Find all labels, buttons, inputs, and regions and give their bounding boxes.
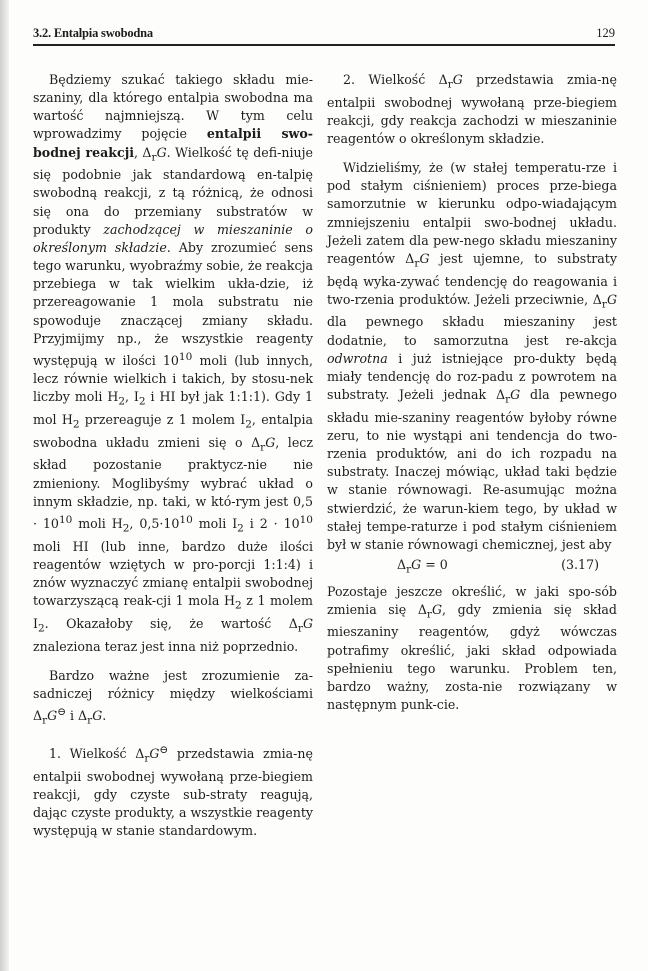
scan-edge: [0, 0, 9, 971]
paragraph: 1. Wielkość $\Delta_rG^⊖$ przedstawia zmia-nę entalpii swobodnej wywołaną prze-biegiem reakcji, gdy czyste sub-straty reagują, dając czyste produkty, a wszystkie reagenty występują w stanie standardowym.: [33, 743, 313, 839]
header-rule: [33, 44, 615, 46]
equation-expression: $\Delta_rG = 0$: [397, 556, 448, 576]
paragraph: 2. Wielkość $\Delta_rG$ przedstawia zmia-nę entalpii swobodnej wywołaną prze-biegiem reakcji, gdy reakcja zachodzi w mieszaninie reagentów o określonym składzie.: [327, 72, 617, 146]
paragraph: Będziemy szukać takiego składu mie-szaniny, dla którego entalpia swobodna ma wartość najmniejszą. W tym celu wprowadzimy pojęcie entalpii swo-bodnej reakcji, $\Delta_rG$. Wielkość tę defi-niuje się podobnie jak standardową en-talpię swobodną reakcji, z tą różnicą, że odnosi się ona do przemiany substratów w produkty zachodzącej w mieszaninie o określonym składzie. Aby zrozumieć sens tego warunku, wyobraźmy sobie, że reakcja przebiega w tak wielkim ukła-dzie, iż przereagowanie 1 mola substratu nie spowoduje znaczącej zmiany składu. Przyjmijmy np., że wszystkie reagenty występują w ilości $10^{10}$ moli (lub innych, lecz równie wielkich i takich, by stosu-nek liczby moli $H_2$, $I_2$ i HI był jak 1:1:1). Gdy 1 mol $H_2$ przereaguje z 1 molem $I_2$, entalpia swobodna układu zmieni się o $\Delta_rG$, lecz skład pozostanie praktycz-nie nie zmieniony. Moglibyśmy wybrać układ o innym składzie, np. taki, w któ-rym jest $0,5 \cdot 10^{10}$ moli $H_2$, $0,5\cdot 10^{10}$ moli $I_2$ i $2 \cdot 10^{10}$ moli HI (lub inne, bardzo duże ilości reagentów wziętych w pro-porcji 1:1:4) i znów wyznaczyć zmianę entalpii swobodnej towarzyszącą reak-cji 1 mola $H_2$ z 1 molem $I_2$. Okazałoby się, że wartość $\Delta_rG$ znaleziona teraz jest inna niż poprzednio.: [33, 72, 314, 654]
equation-3-17: [327, 556, 617, 579]
page-header: [33, 26, 615, 42]
paragraph: Widzieliśmy, że (w stałej temperatu-rze i pod stałym ciśnieniem) proces prze-biega samorzutnie w kierunku odpo-wiadającym zmniejszeniu entalpii swo-bodnej układu. Jeżeli zatem dla pew-nego składu mieszaniny reagentów $\Delta_rG$ jest ujemne, to substraty będą wyka-zywać tendencję do reagowania i two-rzenia produktów. Jeżeli przeciwnie, $\Delta_rG$ dla pewnego składu mieszaniny jest dodatnie, to samorzutna jest re-akcja odwrotna i już istniejące pro-dukty będą miały tendencję do roz-padu z powrotem na substraty. Jeżeli jednak $\Delta_rG$ dla pewnego składu mie-szaniny reagentów byłoby równe zeru, to nie wystąpi ani tendencja do two-rzenia produktów, ani do ich rozpadu na substraty. Inaczej mówiąc, układ taki będzie w stanie równowagi. Re-asumując można stwierdzić, że warun-kiem tego, by układ w stałej tempe-raturze i pod stałym ciśnieniem był w stanie równowagi chemicznej, jest aby: [327, 160, 617, 552]
left-column: [33, 71, 313, 840]
page-number: 129: [596, 26, 615, 40]
right-column: [327, 71, 617, 714]
running-head: 3.2. Entalpia swobodna: [33, 26, 153, 40]
paragraph: Pozostaje jeszcze określić, w jaki spo-sób zmienia się $\Delta_rG$, gdy zmienia się skład mieszaniny reagentów, gdyż wówczas potrafimy określić, jaki skład odpowiada spełnieniu tego warunku. Problem ten, bardzo ważny, zosta-nie rozwiązany w następnym punk-cie.: [327, 583, 617, 713]
paragraph: Bardzo ważne jest zrozumienie za-sadniczej różnicy między wielkościami $\Delta_rG^⊖$ i $\Delta_rG$.: [33, 667, 313, 727]
equation-number: (3.17): [561, 556, 599, 572]
